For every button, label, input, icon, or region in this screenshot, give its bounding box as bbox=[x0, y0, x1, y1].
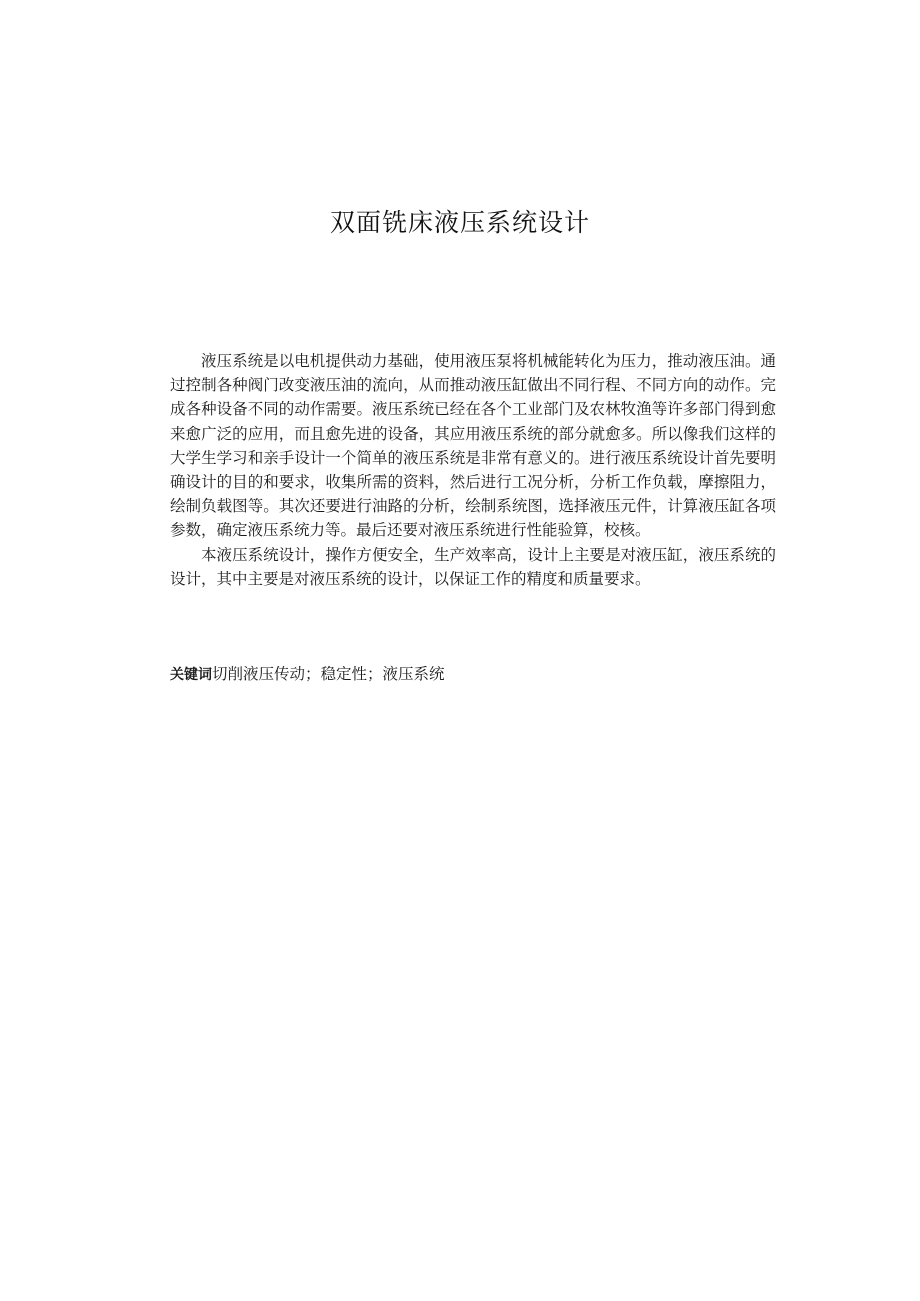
keywords-text: 切削液压传动；稳定性；液压系统 bbox=[212, 665, 445, 683]
keywords-line bbox=[170, 662, 776, 687]
abstract-paragraph: 本液压系统设计，操作方便安全，生产效率高，设计上主要是对液压缸，液压系统的设计，其中主要是对液压系统的设计，以保证工作的精度和质量要求。 bbox=[170, 545, 776, 588]
keywords-label: 关键词 bbox=[170, 667, 212, 683]
abstract-body bbox=[170, 349, 776, 591]
abstract-paragraph: 液压系统是以电机提供动力基础，使用液压泵将机械能转化为压力，推动液压油。通过控制各种阀门改变液压油的流向，从而推动液压缸做出不同行程、不同方向的动作。完成各种设备不同的动作需要。液压系统已经在各个工业部门及农林牧渔等许多部门得到愈来愈广泛的应用，而且愈先进的设备，其应用液压系统的部分就愈多。所以像我们这样的大学生学习和亲手设计一个简单的液压系统是非常有意义的。进行液压系统设计首先要明确设计的目的和要求，收集所需的资料，然后进行工况分析，分析工作负载，摩擦阻力，绘制负载图等。其次还要进行油路的分析，绘制系统图，选择液压元件，计算液压缸各项参数，确定液压系统力等。最后还要对液压系统进行性能验算，校核。 bbox=[170, 352, 776, 540]
document-title: 双面铣床液压系统设计 bbox=[329, 208, 590, 237]
